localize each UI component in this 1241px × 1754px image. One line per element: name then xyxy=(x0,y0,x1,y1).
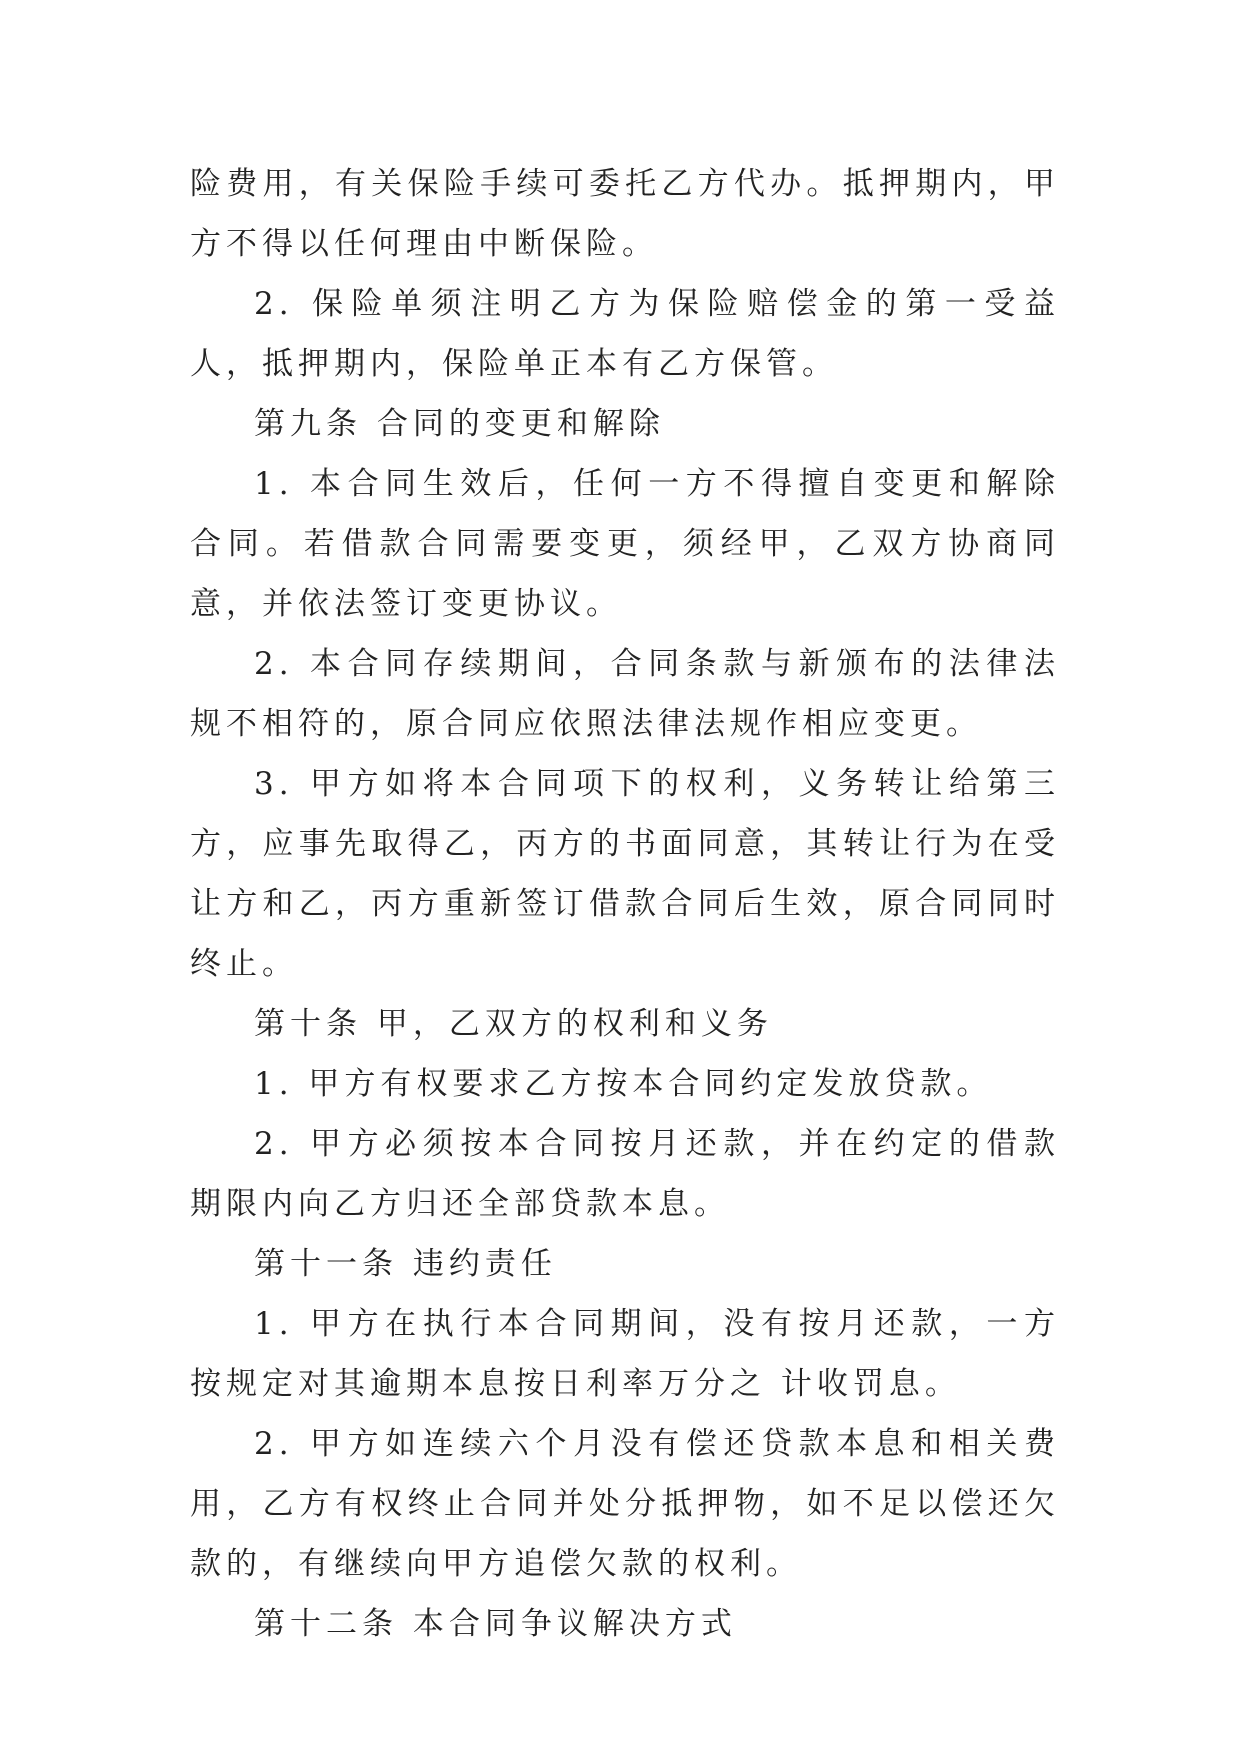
heading-article-10: 第十条 甲，乙双方的权利和义务 xyxy=(254,1006,773,1042)
paragraph-article-9-3: 3. 甲方如将本合同项下的权利，义务转让给第三方，应事先取得乙，丙方的书面同意，其转让行为在受让方和乙，丙方重新签订借款合同后生效，原合同同时终止。 xyxy=(190,766,1060,982)
paragraph-article-9-2: 2. 本合同存续期间，合同条款与新颁布的法律法规不相符的，原合同应依照法律法规作相应变更。 xyxy=(190,646,1060,742)
paragraph-insurance-2: 2. 保险单须注明乙方为保险赔偿金的第一受益人，抵押期内，保险单正本有乙方保管。 xyxy=(190,286,1060,382)
paragraph-article-9-1: 1. 本合同生效后，任何一方不得擅自变更和解除合同。若借款合同需要变更，须经甲，乙双方协商同意，并依法签订变更协议。 xyxy=(190,466,1060,622)
paragraph-article-11-1: 1. 甲方在执行本合同期间，没有按月还款，一方按规定对其逾期本息按日利率万分之 计收罚息。 xyxy=(190,1306,1060,1402)
paragraph-article-10-2: 2. 甲方必须按本合同按月还款，并在约定的借款期限内向乙方归还全部贷款本息。 xyxy=(190,1126,1060,1222)
paragraph-article-11-2: 2. 甲方如连续六个月没有偿还贷款本息和相关费用，乙方有权终止合同并处分抵押物，如不足以偿还欠款的，有继续向甲方追偿欠款的权利。 xyxy=(190,1426,1060,1582)
heading-article-11: 第十一条 违约责任 xyxy=(254,1246,557,1282)
heading-article-12: 第十二条 本合同争议解决方式 xyxy=(254,1606,737,1642)
heading-article-9: 第九条 合同的变更和解除 xyxy=(254,406,665,442)
paragraph-insurance-cont: 险费用，有关保险手续可委托乙方代办。抵押期内，甲方不得以任何理由中断保险。 xyxy=(190,166,1060,262)
document-body xyxy=(190,154,1060,1654)
paragraph-article-10-1: 1. 甲方有权要求乙方按本合同约定发放贷款。 xyxy=(254,1066,993,1102)
